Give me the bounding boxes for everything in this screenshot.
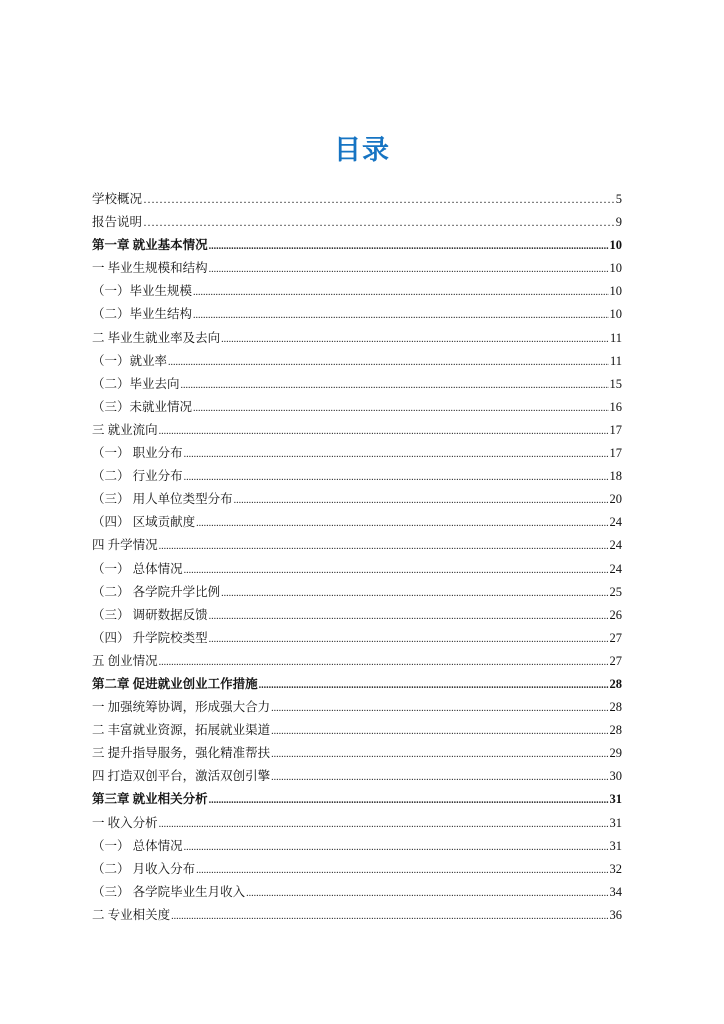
toc-entry-page: 36 bbox=[609, 907, 622, 922]
toc-entry[interactable] bbox=[92, 812, 622, 835]
toc-entry-page: 26 bbox=[609, 607, 622, 622]
toc-entry[interactable] bbox=[92, 396, 622, 419]
toc-entry-title: （二） 月收入分布 bbox=[92, 861, 196, 876]
toc-entry[interactable] bbox=[92, 488, 622, 511]
toc-entry-title: （四） 区域贡献度 bbox=[92, 515, 196, 530]
toc-entry-title: （四） 升学院校类型 bbox=[92, 630, 208, 645]
toc-leader-dots bbox=[271, 719, 608, 743]
toc-entry-page: 16 bbox=[609, 399, 622, 414]
toc-leader-dots bbox=[143, 211, 615, 234]
toc-entry[interactable] bbox=[92, 558, 622, 581]
toc-entry-page: 9 bbox=[615, 215, 622, 230]
toc-entry-title: 四 打造双创平台，激活双创引擎 bbox=[92, 769, 271, 784]
toc-entry-page: 31 bbox=[609, 792, 622, 807]
toc-entry-title: 第二章 促进就业创业工作措施 bbox=[92, 676, 258, 691]
toc-entry[interactable] bbox=[92, 350, 622, 373]
toc-leader-dots bbox=[259, 673, 609, 697]
toc-entry-page: 17 bbox=[609, 422, 622, 437]
toc-entry[interactable] bbox=[92, 465, 622, 488]
toc-entry-page: 29 bbox=[609, 746, 622, 761]
toc-entry[interactable] bbox=[92, 673, 622, 696]
toc-entry-title: 三 提升指导服务，强化精准帮扶 bbox=[92, 746, 271, 761]
toc-entry-page: 25 bbox=[609, 584, 622, 599]
toc-entry-title: （二） 行业分布 bbox=[92, 469, 183, 484]
toc-entry-page: 27 bbox=[609, 653, 622, 668]
toc-entry[interactable] bbox=[92, 211, 622, 234]
toc-entry-page: 28 bbox=[609, 700, 622, 715]
toc-entry-title: 二 丰富就业资源，拓展就业渠道 bbox=[92, 723, 271, 738]
toc-leader-dots bbox=[271, 765, 608, 789]
toc-entry[interactable] bbox=[92, 742, 622, 765]
toc-entry[interactable] bbox=[92, 327, 622, 350]
table-of-contents bbox=[92, 188, 622, 927]
toc-entry-title: （一） 总体情况 bbox=[92, 838, 183, 853]
toc-entry[interactable] bbox=[92, 581, 622, 604]
toc-leader-dots bbox=[159, 534, 609, 558]
toc-leader-dots bbox=[209, 627, 609, 651]
toc-leader-dots bbox=[209, 234, 609, 258]
toc-entry-title: （二）毕业生结构 bbox=[92, 307, 193, 322]
toc-leader-dots bbox=[171, 904, 608, 928]
toc-entry-page: 27 bbox=[609, 630, 622, 645]
toc-entry-title: （一）毕业生规模 bbox=[92, 284, 193, 299]
toc-leader-dots bbox=[196, 511, 608, 535]
page-title: 目录 bbox=[334, 135, 390, 166]
toc-entry-page: 20 bbox=[609, 492, 622, 507]
toc-entry-title: （三） 调研数据反馈 bbox=[92, 607, 208, 622]
toc-leader-dots bbox=[193, 303, 608, 327]
toc-entry[interactable] bbox=[92, 650, 622, 673]
toc-leader-dots bbox=[159, 812, 609, 836]
toc-entry-page: 28 bbox=[609, 723, 622, 738]
toc-entry[interactable] bbox=[92, 696, 622, 719]
toc-leader-dots bbox=[196, 858, 608, 882]
toc-entry-title: 二 毕业生就业率及去向 bbox=[92, 330, 221, 345]
toc-entry[interactable] bbox=[92, 419, 622, 442]
toc-entry-page: 15 bbox=[609, 376, 622, 391]
toc-leader-dots bbox=[159, 419, 609, 443]
toc-entry-title: 一 毕业生规模和结构 bbox=[92, 261, 208, 276]
toc-entry-page: 28 bbox=[609, 676, 622, 691]
toc-entry[interactable] bbox=[92, 303, 622, 326]
toc-entry[interactable] bbox=[92, 881, 622, 904]
toc-entry[interactable] bbox=[92, 858, 622, 881]
toc-entry[interactable] bbox=[92, 373, 622, 396]
toc-entry-page: 24 bbox=[609, 515, 622, 530]
toc-leader-dots bbox=[184, 465, 609, 489]
toc-entry-title: （三） 各学院毕业生月收入 bbox=[92, 884, 246, 899]
toc-entry-title: 三 就业流向 bbox=[92, 422, 158, 437]
toc-entry[interactable] bbox=[92, 765, 622, 788]
toc-leader-dots bbox=[181, 373, 609, 397]
toc-entry-title: （一）就业率 bbox=[92, 353, 168, 368]
toc-leader-dots bbox=[193, 280, 608, 304]
toc-entry[interactable] bbox=[92, 257, 622, 280]
toc-entry-page: 24 bbox=[609, 561, 622, 576]
toc-entry-title: （二） 各学院升学比例 bbox=[92, 584, 221, 599]
toc-leader-dots bbox=[184, 558, 609, 582]
toc-entry-page: 34 bbox=[609, 884, 622, 899]
toc-leader-dots bbox=[271, 742, 608, 766]
toc-entry[interactable] bbox=[92, 788, 622, 811]
toc-leader-dots bbox=[184, 835, 609, 859]
toc-entry-page: 17 bbox=[609, 446, 622, 461]
toc-entry-title: 一 加强统筹协调，形成强大合力 bbox=[92, 700, 271, 715]
toc-leader-dots bbox=[168, 350, 609, 374]
toc-entry-title: （一） 总体情况 bbox=[92, 561, 183, 576]
toc-entry[interactable] bbox=[92, 280, 622, 303]
toc-entry[interactable] bbox=[92, 234, 622, 257]
toc-leader-dots bbox=[209, 788, 609, 812]
toc-entry-page: 18 bbox=[609, 469, 622, 484]
toc-entry[interactable] bbox=[92, 442, 622, 465]
toc-leader-dots bbox=[209, 257, 609, 281]
toc-entry-page: 24 bbox=[609, 538, 622, 553]
toc-leader-dots bbox=[221, 327, 609, 351]
toc-entry[interactable] bbox=[92, 835, 622, 858]
toc-entry-title: （三）未就业情况 bbox=[92, 399, 193, 414]
toc-entry-page: 31 bbox=[609, 838, 622, 853]
toc-leader-dots bbox=[271, 696, 608, 720]
toc-leader-dots bbox=[184, 442, 609, 466]
toc-entry[interactable] bbox=[92, 627, 622, 650]
toc-entry-title: 一 收入分析 bbox=[92, 815, 158, 830]
toc-entry-page: 31 bbox=[609, 815, 622, 830]
toc-leader-dots bbox=[209, 604, 609, 628]
toc-entry[interactable] bbox=[92, 604, 622, 627]
toc-leader-dots bbox=[159, 650, 609, 674]
toc-entry-page: 32 bbox=[609, 861, 622, 876]
toc-entry-title: （一） 职业分布 bbox=[92, 446, 183, 461]
toc-entry-title: 第一章 就业基本情况 bbox=[92, 238, 208, 253]
toc-leader-dots bbox=[246, 881, 608, 905]
toc-entry-title: 五 创业情况 bbox=[92, 653, 158, 668]
toc-entry-page: 10 bbox=[609, 261, 622, 276]
toc-entry-page: 10 bbox=[609, 307, 622, 322]
toc-entry-page: 5 bbox=[615, 192, 622, 206]
toc-leader-dots bbox=[234, 488, 609, 512]
toc-entry-page: 10 bbox=[609, 238, 622, 253]
toc-entry[interactable] bbox=[92, 904, 622, 927]
toc-entry-title: 四 升学情况 bbox=[92, 538, 158, 553]
toc-entry-title: 报告说明 bbox=[92, 215, 143, 230]
toc-entry[interactable] bbox=[92, 188, 622, 211]
toc-entry-page: 11 bbox=[609, 353, 622, 368]
toc-entry[interactable] bbox=[92, 719, 622, 742]
toc-entry[interactable] bbox=[92, 534, 622, 557]
toc-entry-title: 第三章 就业相关分析 bbox=[92, 792, 208, 807]
toc-leader-dots bbox=[193, 396, 608, 420]
toc-entry-page: 30 bbox=[609, 769, 622, 784]
toc-entry-title: （二）毕业去向 bbox=[92, 376, 180, 391]
toc-entry-title: 二 专业相关度 bbox=[92, 907, 171, 922]
toc-leader-dots bbox=[143, 188, 615, 211]
toc-leader-dots bbox=[221, 581, 608, 605]
toc-entry[interactable] bbox=[92, 511, 622, 534]
toc-entry-page: 11 bbox=[609, 330, 622, 345]
toc-entry-page: 10 bbox=[609, 284, 622, 299]
toc-entry-title: 学校概况 bbox=[92, 192, 143, 206]
toc-entry-title: （三） 用人单位类型分布 bbox=[92, 492, 233, 507]
